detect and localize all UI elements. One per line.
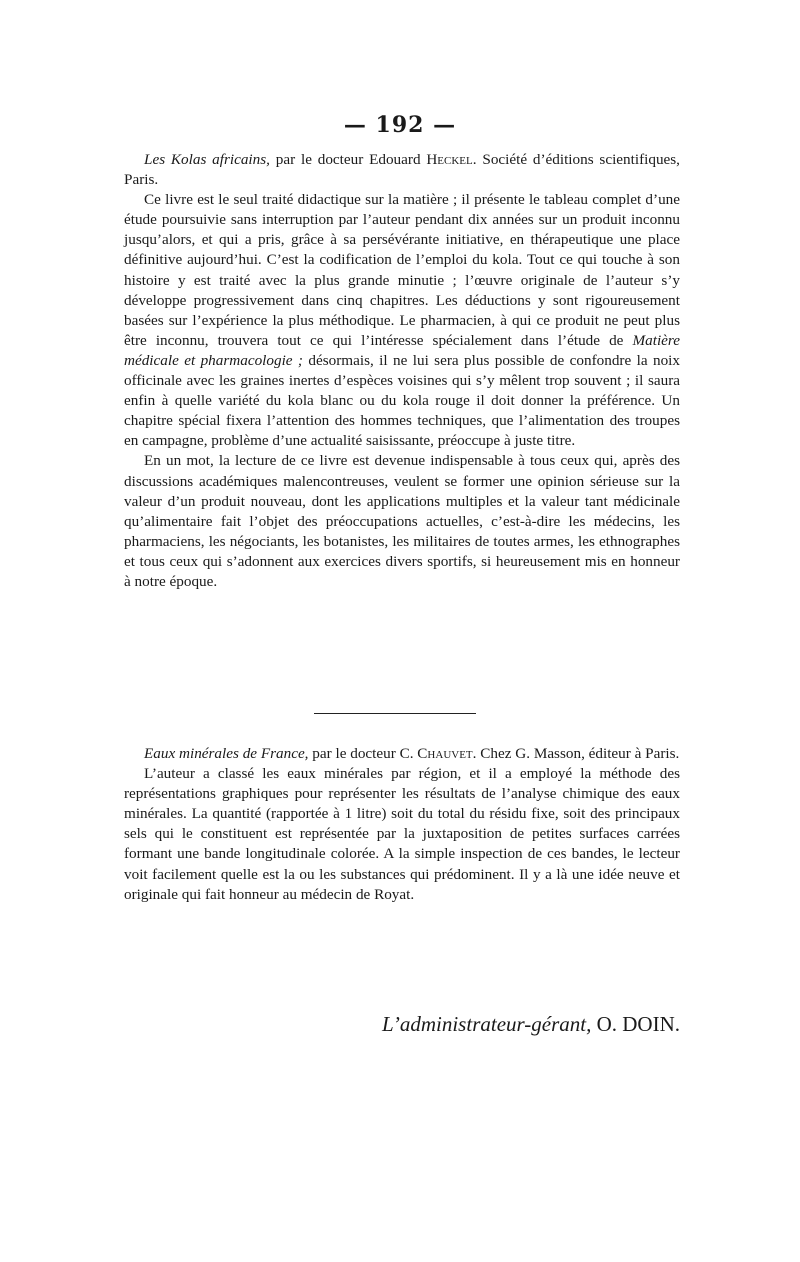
signature-name: O. DOIN. (591, 1012, 680, 1036)
paragraph-text: Ce livre est le seul traité didactique sur la matière ; il présente le tableau complet d’une étude poursuivie sans interruption par l’auteur pendant dix années sur un produit inconnu jusqu’alors, et qui a pris, grâce à sa persévérante initiative, en thérapeutique une place définitive aujourd’hui. C’est la codification de l’emploi du kola. Tout ce qui touche à son histoire y est traité avec la plus grande minutie ; l’œuvre originale de l’auteur s’y développe progressivement dans cinq chapitres. Les déductions y sont rigoureusement basées sur l’expérience la plus méthodique. Le pharmacien, à qui ce produit ne peut plus être inconnu, trouvera tout ce qui l’intéresse spécialement dans l’étude de (124, 191, 680, 349)
section-divider (314, 713, 476, 714)
author-name: Heckel (426, 151, 473, 168)
author-name: Chauvet (417, 745, 473, 762)
paragraph-text: désormais, il ne lui sera plus possible de confondre la noix officinale avec les graines inertes d’espèces voisines qui s’y mêlent trop souvent ; il saura enfin à quelle variété du kola blanc ou du kola rouge il doit donner la préférence. Un chapitre spécial fixera l’attention des hommes techniques, que l’alimentation des troupes en campagne, problème d’une actualité saisissante, préoccupe à juste titre. (124, 351, 680, 450)
signature-role: L’administrateur-gérant, (381, 1012, 592, 1036)
review-kolas-heading (124, 150, 680, 190)
book-title: Eaux minérales de France, (144, 745, 309, 762)
review-kolas-paragraph-1 (124, 190, 680, 451)
review-eaux-paragraph-1: L’auteur a classé les eaux minérales par région, et il a employé la méthode des représentations graphiques pour représenter les résultats de l’analyse chimique des eaux minérales. La quantité (rapportée à 1 litre) soit du total du résidu fixe, soit des principaux sels qui le constituent est représentée par la juxtaposition de petites surfaces carrées formant une bande longitudinale colorée. A la simple inspection de ces bandes, le lecteur voit facilement quelle est la ou les substances qui prédominent. Il y a là une idée neuve et originale qui fait honneur au médecin de Royat. (124, 765, 680, 903)
review-eaux-minerales (124, 744, 680, 905)
publisher-text: . Société d’éditions scientifiques, Paris. (124, 151, 680, 189)
review-kolas-africains (124, 150, 680, 592)
intro-text: par le docteur C. (308, 745, 418, 762)
book-title: Les Kolas africains, (144, 151, 270, 168)
italic-reference: Matière médicale et pharmacologie ; (124, 331, 680, 369)
intro-text: par le docteur Edouard (269, 151, 427, 168)
review-kolas-paragraph-2: En un mot, la lecture de ce livre est devenue indispensable à tous ceux qui, après des discussions académiques malencontreuses, veulent se former une opinion sérieuse sur la valeur d’un produit nouveau, dont les applications multiples et la valeur tant médicinale qu’alimentaire fait l’objet des préoccupations actuelles, c’est-à-dire les médecins, les pharmaciens, les négociants, les botanistes, les militaires de toutes armes, les ethnographes et tous ceux qui s’adonnent aux exercices divers sportifs, si heureusement mis en honneur à notre époque. (124, 452, 680, 590)
page-number: — 192 — (343, 112, 457, 138)
publisher-text: . Chez G. Masson, éditeur à Paris. (472, 745, 680, 762)
signature-line (0, 1012, 680, 1037)
review-eaux-heading (124, 744, 680, 764)
